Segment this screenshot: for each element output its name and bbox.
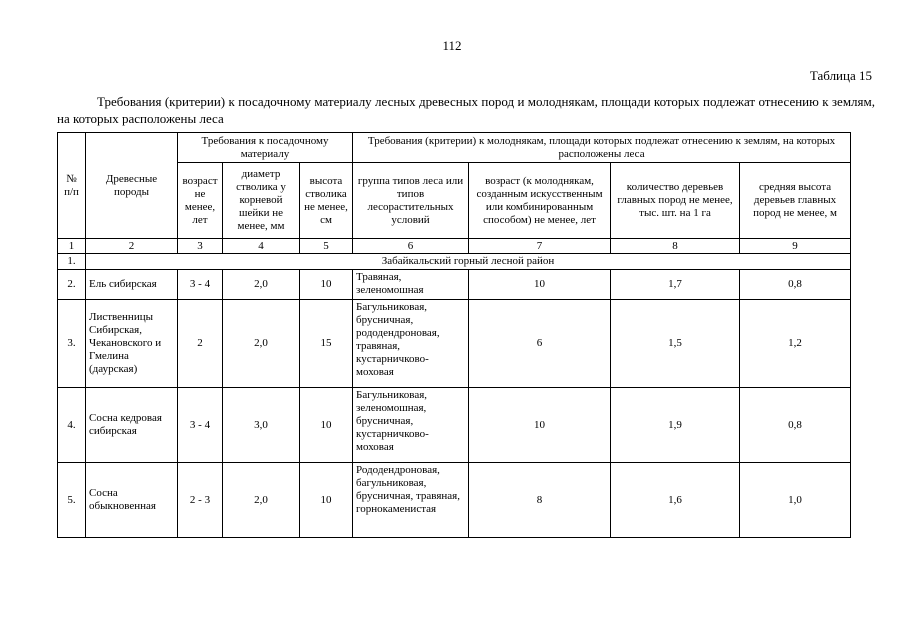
row-forest-types: Багульниковая, зеленомошная, брусничная, кустарничково-моховая xyxy=(353,388,469,463)
header-num: № п/п xyxy=(58,133,86,239)
row-forest-types: Багульниковая, брусничная, рододендроновая, травяная, кустарничково-моховая xyxy=(353,300,469,388)
row-diameter: 2,0 xyxy=(223,270,300,300)
table-row xyxy=(58,270,851,300)
table-row xyxy=(58,300,851,388)
header-group-young: Требования (критерии) к молоднякам, площади которых подлежат отнесению к землям, на которых расположены леса xyxy=(353,133,851,163)
header-age: возраст не менее, лет xyxy=(178,163,223,239)
row-avg-height: 0,8 xyxy=(740,388,851,463)
row-species: Сосна кедровая сибирская xyxy=(86,388,178,463)
row-num: 4. xyxy=(58,388,86,463)
header-diameter: диаметр стволика у корневой шейки не менее, мм xyxy=(223,163,300,239)
row-forest-types: Рододендроновая, багульниковая, брусничная, травяная, горнокаменистая xyxy=(353,463,469,538)
row-age: 3 - 4 xyxy=(178,388,223,463)
row-avg-height: 1,0 xyxy=(740,463,851,538)
row-species: Ель сибирская xyxy=(86,270,178,300)
header-tree-count: количество деревьев главных пород не менее, тыс. шт. на 1 га xyxy=(611,163,740,239)
column-number: 4 xyxy=(223,239,300,254)
row-height: 15 xyxy=(300,300,353,388)
table-row xyxy=(58,463,851,538)
row-avg-height: 1,2 xyxy=(740,300,851,388)
column-number: 3 xyxy=(178,239,223,254)
row-young-age: 6 xyxy=(469,300,611,388)
row-num: 2. xyxy=(58,270,86,300)
section-num: 1. xyxy=(58,254,86,270)
row-height: 10 xyxy=(300,388,353,463)
row-height: 10 xyxy=(300,463,353,538)
column-number: 8 xyxy=(611,239,740,254)
row-forest-types: Травяная, зеленомошная xyxy=(353,270,469,300)
row-young-age: 10 xyxy=(469,270,611,300)
header-group-planting: Требования к посадочному материалу xyxy=(178,133,353,163)
header-forest-types: группа типов леса или типов лесорастительных условий xyxy=(353,163,469,239)
column-number: 6 xyxy=(353,239,469,254)
header-height: высота стволика не менее, см xyxy=(300,163,353,239)
row-tree-count: 1,6 xyxy=(611,463,740,538)
row-species: Лиственницы Сибирская, Чекановского и Гмелина (даурская) xyxy=(86,300,178,388)
table-label: Таблица 15 xyxy=(809,68,872,83)
column-number: 9 xyxy=(740,239,851,254)
row-species: Сосна обыкновенная xyxy=(86,463,178,538)
row-height: 10 xyxy=(300,270,353,300)
header-species: Древесные породы xyxy=(86,133,178,239)
table-title: Требования (критерии) к посадочному материалу лесных древесных пород и молоднякам, площади которых подлежат отнесению к землям, на которых расположены леса xyxy=(57,94,875,126)
row-tree-count: 1,7 xyxy=(611,270,740,300)
page-number: 112 xyxy=(442,38,462,53)
row-diameter: 3,0 xyxy=(223,388,300,463)
column-number: 7 xyxy=(469,239,611,254)
table-row xyxy=(58,388,851,463)
header-avg-height: средняя высота деревьев главных пород не менее, м xyxy=(740,163,851,239)
row-age: 2 - 3 xyxy=(178,463,223,538)
row-avg-height: 0,8 xyxy=(740,270,851,300)
section-title: Забайкальский горный лесной район xyxy=(86,254,851,270)
row-tree-count: 1,9 xyxy=(611,388,740,463)
row-age: 2 xyxy=(178,300,223,388)
row-diameter: 2,0 xyxy=(223,463,300,538)
column-number: 2 xyxy=(86,239,178,254)
row-num: 5. xyxy=(58,463,86,538)
column-number: 5 xyxy=(300,239,353,254)
row-num: 3. xyxy=(58,300,86,388)
requirements-table xyxy=(57,132,851,538)
row-tree-count: 1,5 xyxy=(611,300,740,388)
column-number: 1 xyxy=(58,239,86,254)
row-diameter: 2,0 xyxy=(223,300,300,388)
row-age: 3 - 4 xyxy=(178,270,223,300)
row-young-age: 8 xyxy=(469,463,611,538)
header-young-age: возраст (к молоднякам, созданным искусственным или комбинированным способом) не менее, лет xyxy=(469,163,611,239)
row-young-age: 10 xyxy=(469,388,611,463)
